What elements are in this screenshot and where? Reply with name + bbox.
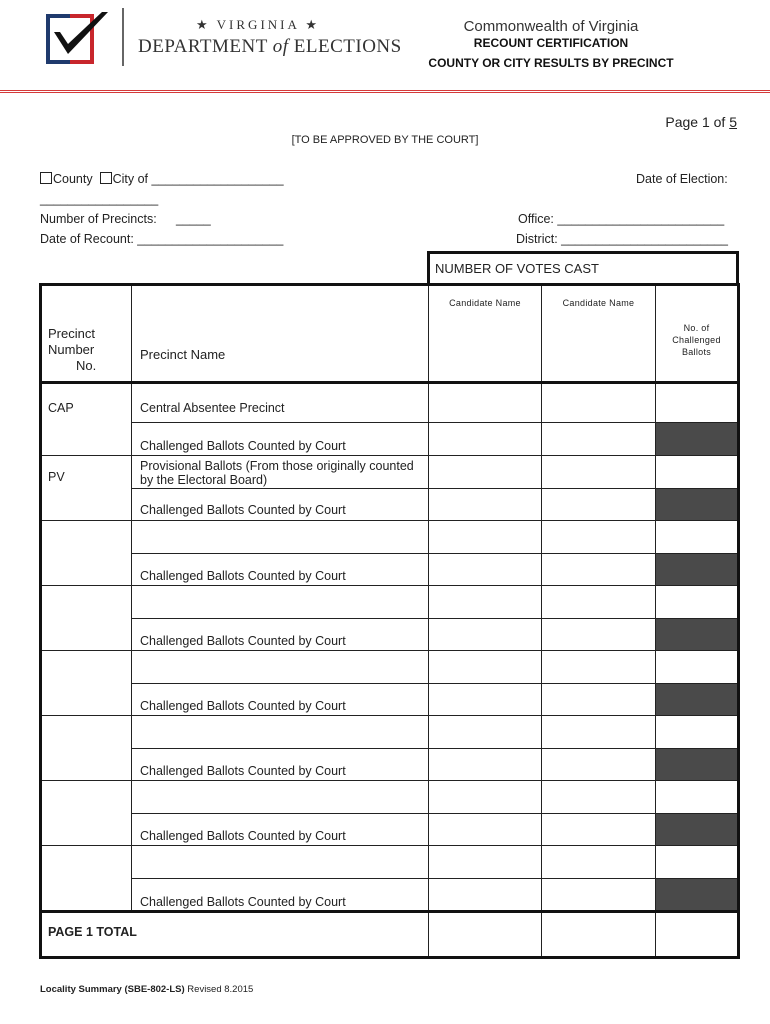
- vote-cell[interactable]: [429, 879, 542, 912]
- precinct-number-header: Precinct Number No.: [41, 285, 132, 383]
- vote-cell[interactable]: [542, 456, 656, 489]
- vote-cell[interactable]: [542, 554, 656, 586]
- challenged-cell[interactable]: [656, 383, 739, 423]
- vote-cell[interactable]: [542, 619, 656, 651]
- challenged-label-cell: Challenged Ballots Counted by Court: [132, 749, 429, 781]
- city-checkbox[interactable]: [100, 172, 112, 184]
- candidate-2-header[interactable]: Candidate Name: [542, 285, 656, 383]
- locality-type-row: [40, 172, 284, 186]
- table-row: [41, 619, 739, 651]
- department-name: DEPARTMENT of ELECTIONS: [138, 36, 402, 57]
- office-field[interactable]: Office: ________________________: [518, 212, 725, 226]
- challenged-cell[interactable]: [656, 716, 739, 749]
- precinct-number-cell[interactable]: [41, 716, 132, 781]
- table-row: [41, 716, 739, 749]
- total-cell[interactable]: [429, 912, 542, 958]
- vote-cell[interactable]: [429, 521, 542, 554]
- table-row: [41, 846, 739, 879]
- challenged-label-cell: Challenged Ballots Counted by Court: [132, 619, 429, 651]
- precinct-name-cell[interactable]: [132, 781, 429, 814]
- table-row: [41, 781, 739, 814]
- form-subtitle: COUNTY OR CITY RESULTS BY PRECINCT: [428, 56, 674, 70]
- precinct-number-cell[interactable]: [41, 781, 132, 846]
- challenged-label-cell: Challenged Ballots Counted by Court: [132, 554, 429, 586]
- table-row: [41, 684, 739, 716]
- precinct-number-cell[interactable]: [41, 651, 132, 716]
- shaded-cell: [656, 423, 739, 456]
- shaded-cell: [656, 554, 739, 586]
- district-field[interactable]: District: ________________________: [516, 232, 728, 246]
- challenged-cell[interactable]: [656, 521, 739, 554]
- challenged-label-cell: Challenged Ballots Counted by Court: [132, 423, 429, 456]
- shaded-cell: [656, 879, 739, 912]
- challenged-cell[interactable]: [656, 586, 739, 619]
- vote-cell[interactable]: [542, 651, 656, 684]
- vote-cell[interactable]: [429, 716, 542, 749]
- vote-cell[interactable]: [429, 684, 542, 716]
- vote-cell[interactable]: [429, 423, 542, 456]
- challenged-label-cell: Challenged Ballots Counted by Court: [132, 879, 429, 912]
- vote-cell[interactable]: [429, 456, 542, 489]
- form-title: RECOUNT CERTIFICATION: [473, 36, 629, 50]
- precinct-number-cell[interactable]: CAP: [41, 383, 132, 456]
- county-label: County: [53, 172, 93, 186]
- vote-cell[interactable]: [542, 749, 656, 781]
- vote-cell[interactable]: [542, 383, 656, 423]
- vote-cell[interactable]: [542, 814, 656, 846]
- challenged-cell[interactable]: [656, 781, 739, 814]
- table-header-row: [41, 285, 739, 383]
- table-row: [41, 489, 739, 521]
- logo-divider: [122, 8, 124, 66]
- challenged-label-cell: Challenged Ballots Counted by Court: [132, 684, 429, 716]
- footer: [40, 984, 253, 995]
- commonwealth-title: Commonwealth of Virginia: [463, 18, 639, 35]
- candidate-1-header[interactable]: Candidate Name: [429, 285, 542, 383]
- vote-cell[interactable]: [429, 554, 542, 586]
- shaded-cell: [656, 749, 739, 781]
- total-row: [41, 912, 739, 958]
- table-row: [41, 383, 739, 423]
- challenged-label-cell: Challenged Ballots Counted by Court: [132, 814, 429, 846]
- vote-cell[interactable]: [429, 383, 542, 423]
- city-field[interactable]: City of ___________________: [112, 172, 284, 186]
- vote-cell[interactable]: [542, 423, 656, 456]
- vote-cell[interactable]: [429, 749, 542, 781]
- precincts-label: Number of Precincts:: [40, 212, 157, 226]
- table-row: [41, 456, 739, 489]
- table-row: [41, 879, 739, 912]
- table-row: [41, 554, 739, 586]
- table-row: [41, 749, 739, 781]
- precinct-name-cell[interactable]: [132, 651, 429, 684]
- page-total: 5: [729, 114, 737, 130]
- table-row: [41, 651, 739, 684]
- shaded-cell: [656, 619, 739, 651]
- vote-cell[interactable]: [542, 846, 656, 879]
- vote-cell[interactable]: [429, 586, 542, 619]
- footer-revised: Revised 8.2015: [187, 984, 254, 995]
- challenged-label-cell: Challenged Ballots Counted by Court: [132, 489, 429, 521]
- total-cell[interactable]: [656, 912, 739, 958]
- state-name: ★ VIRGINIA ★: [196, 17, 321, 32]
- precinct-number-cell[interactable]: [41, 586, 132, 651]
- table-row: [41, 586, 739, 619]
- shaded-cell: [656, 814, 739, 846]
- table-row: [41, 521, 739, 554]
- votes-header: NUMBER OF VOTES CAST: [435, 261, 599, 276]
- precinct-number-cell[interactable]: [41, 846, 132, 912]
- vote-cell[interactable]: [542, 684, 656, 716]
- county-checkbox[interactable]: [40, 172, 52, 184]
- vote-cell[interactable]: [429, 814, 542, 846]
- results-table: [39, 283, 740, 959]
- challenged-ballots-header: No. of Challenged Ballots: [656, 285, 739, 383]
- city-field-line2[interactable]: _________________: [40, 192, 159, 206]
- shaded-cell: [656, 684, 739, 716]
- recount-date-field[interactable]: Date of Recount: _____________________: [40, 232, 284, 246]
- table-row: [41, 814, 739, 846]
- department-logo: [46, 10, 96, 60]
- table-row: [41, 423, 739, 456]
- votes-header-box: [427, 251, 739, 284]
- footer-form-name: Locality Summary (SBE-802-LS): [40, 984, 185, 995]
- approval-note: [TO BE APPROVED BY THE COURT]: [291, 134, 479, 146]
- header-rule: [0, 90, 770, 93]
- vote-cell[interactable]: [429, 651, 542, 684]
- precincts-field[interactable]: _____: [176, 212, 211, 226]
- vote-cell[interactable]: [429, 781, 542, 814]
- page-indicator: Page 1 of 5: [665, 114, 737, 130]
- vote-cell[interactable]: [542, 521, 656, 554]
- vote-cell[interactable]: [542, 781, 656, 814]
- vote-cell[interactable]: [429, 619, 542, 651]
- challenged-cell[interactable]: [656, 651, 739, 684]
- challenged-cell[interactable]: [656, 846, 739, 879]
- vote-cell[interactable]: [429, 489, 542, 521]
- precinct-name-cell: Provisional Ballots (From those originally counted by the Electoral Board): [132, 456, 429, 489]
- election-date-label: Date of Election:: [636, 172, 728, 186]
- precinct-name-header: Precinct Name: [132, 285, 429, 383]
- precinct-name-cell: Central Absentee Precinct: [132, 383, 429, 423]
- precinct-name-cell[interactable]: [132, 586, 429, 619]
- total-cell[interactable]: [542, 912, 656, 958]
- precinct-name-cell[interactable]: [132, 521, 429, 554]
- vote-cell[interactable]: [429, 846, 542, 879]
- vote-cell[interactable]: [542, 716, 656, 749]
- vote-cell[interactable]: [542, 879, 656, 912]
- precinct-number-cell[interactable]: [41, 521, 132, 586]
- shaded-cell: [656, 489, 739, 521]
- precinct-name-cell[interactable]: [132, 716, 429, 749]
- challenged-cell[interactable]: [656, 456, 739, 489]
- vote-cell[interactable]: [542, 489, 656, 521]
- precinct-number-cell[interactable]: PV: [41, 456, 132, 521]
- vote-cell[interactable]: [542, 586, 656, 619]
- total-label-cell: PAGE 1 TOTAL: [41, 912, 429, 958]
- precinct-name-cell[interactable]: [132, 846, 429, 879]
